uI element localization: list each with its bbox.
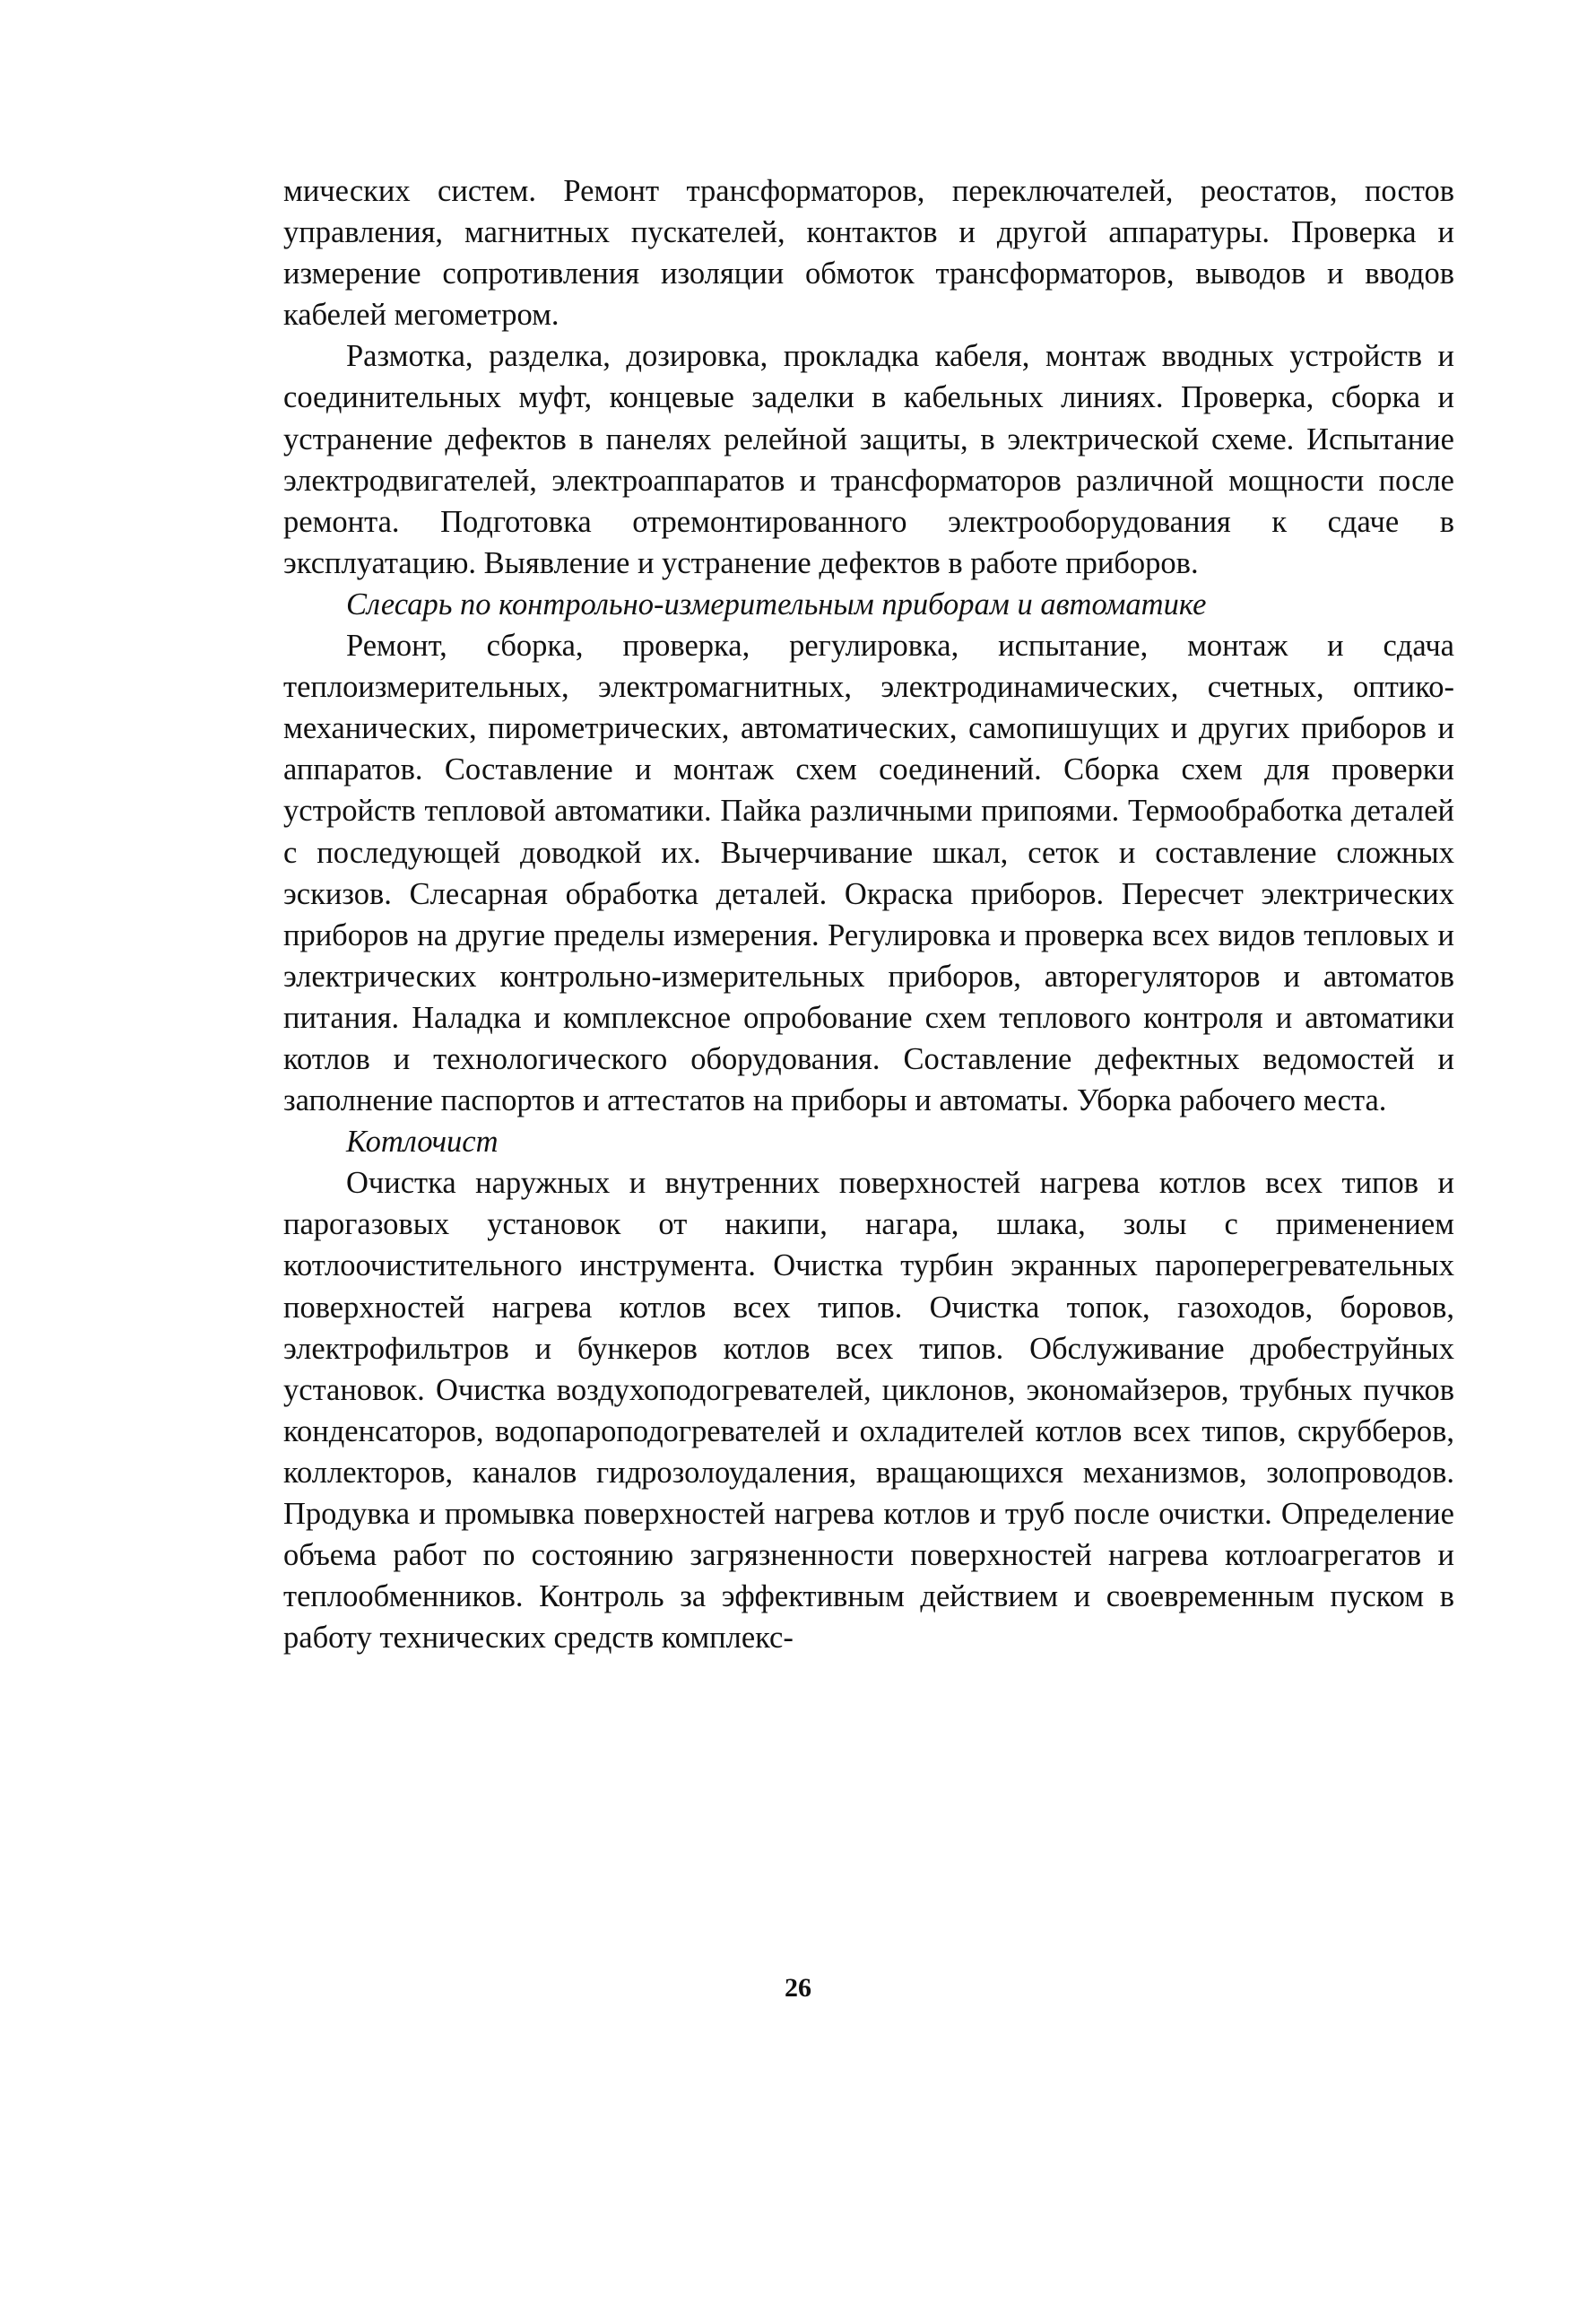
paragraph-2: Размотка, разделка, дозировка, прокладка кабеля, монтаж вводных устройств и соединительных муфт, концевые заделки в кабельных линиях. Проверка, сборка и устранение дефектов в панелях релейной защиты, в электрической схеме. Испытание электродвигателей, электроаппаратов и трансформаторов различной мощности после ремонта. Подготовка отремонтированного электрооборудования к сдаче в эксплуатацию. Выявление и устранение дефектов в работе приборов. [283, 339, 1454, 580]
page-number: 26 [785, 1973, 811, 2003]
page-body [283, 170, 1454, 1658]
paragraph-4: Очистка наружных и внутренних поверхностей нагрева котлов всех типов и парогазовых установок от накипи, нагара, шлака, золы с применением котлоочистительного инструмента. Очистка турбин экранных пароперегревательных поверхностей нагрева котлов всех типов. Очистка топок, газоходов, боровов, электрофильтров и бункеров котлов всех типов. Обслуживание дробеструйных установок. Очистка воздухоподогревателей, циклонов, экономайзеров, трубных пучков конденсаторов, водопароподогревателей и охладителей котлов всех типов, скрубберов, коллекторов, каналов гидрозолоудаления, вращающихся механизмов, золопроводов. Продувка и промывка поверхностей нагрева котлов и труб после очистки. Определение объема работ по состоянию загрязненности поверхностей нагрева котлоагрегатов и теплообменников. Контроль за эффективным действием и своевременным пуском в работу технических средств комплекс- [283, 1166, 1454, 1656]
paragraph-3: Ремонт, сборка, проверка, регулировка, испытание, монтаж и сдача теплоизмерительных, электромагнитных, электродинамических, счетных, оптико-механических, пирометрических, автоматических, самопишущих и других приборов и аппаратов. Составление и монтаж схем соединений. Сборка схем для проверки устройств тепловой автоматики. Пайка различными припоями. Термообработка деталей с последующей доводкой их. Вычерчивание шкал, сеток и составление сложных эскизов. Слесарная обработка деталей. Окраска приборов. Пересчет электрических приборов на другие пределы измерения. Регулировка и проверка всех видов тепловых и электрических контрольно-измерительных приборов, авторегуляторов и автоматов питания. Наладка и комплексное опробование схем теплового контроля и автоматики котлов и технологического оборудования. Составление дефектных ведомостей и заполнение паспортов и аттестатов на приборы и автоматы. Уборка рабочего места. [283, 629, 1454, 1118]
section-heading-kip-fitter: Слесарь по контрольно-измерительным приборам и автоматике [346, 587, 1207, 622]
section-heading-boiler-cleaner: Котлочист [346, 1125, 499, 1160]
paragraph-1: мических систем. Ремонт трансформаторов, переключателей, реостатов, постов управления, магнитных пускателей, контактов и другой аппаратуры. Проверка и измерение сопротивления изоляции обмоток трансформаторов, выводов и вводов кабелей мегометром. [283, 174, 1454, 333]
